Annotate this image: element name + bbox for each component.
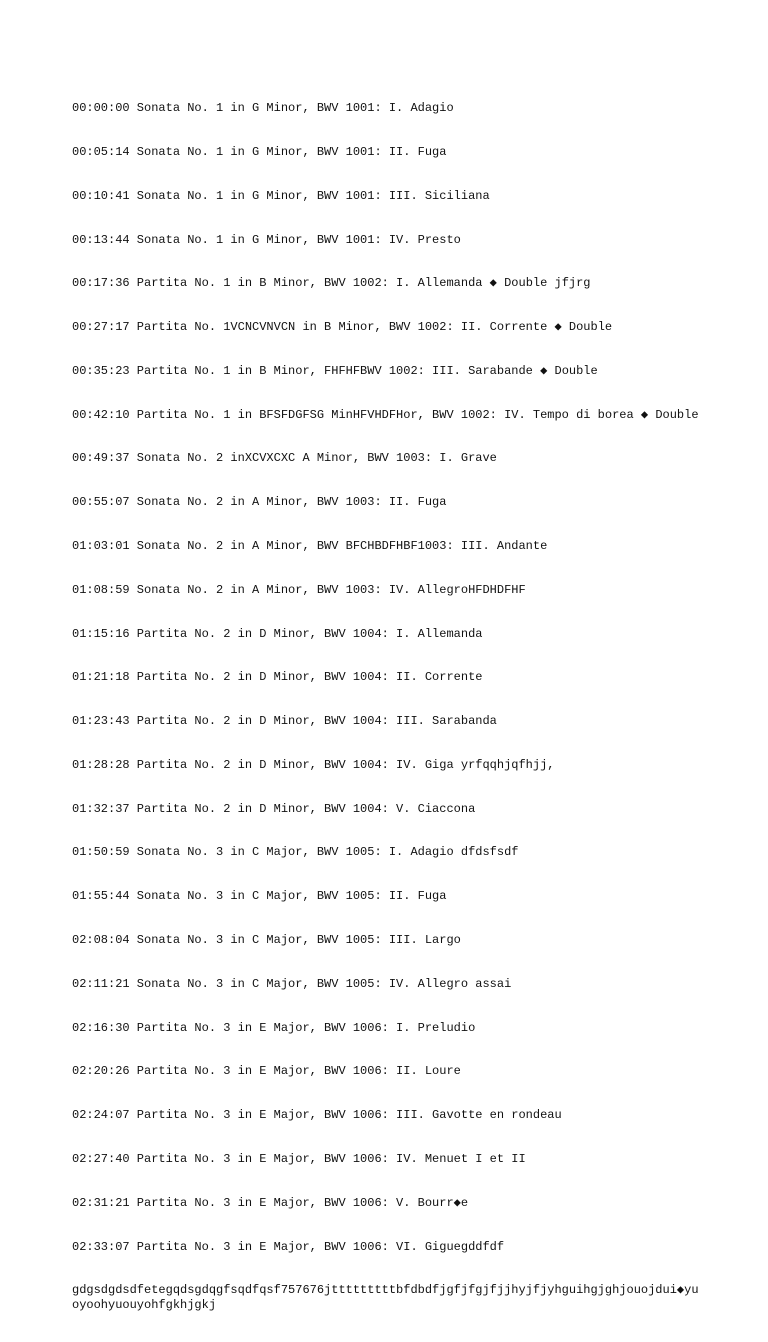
tracklist-line: 00:27:17 Partita No. 1VCNCVNVCN in B Minor, BWV 1002: II. Corrente ◆ Double (72, 320, 613, 335)
tracklist-line: 01:23:43 Partita No. 2 in D Minor, BWV 1004: III. Sarabanda (72, 714, 497, 729)
tracklist-line: 00:05:14 Sonata No. 1 in G Minor, BWV 1001: II. Fuga (72, 144, 447, 159)
trailing-text-line: gdgsdgdsdfetegqdsgdqgfsqdfqsf757676jtttttttttbfdbdfjgfjfgjfjjhyjfjyhguihgjghjouojdui◆yuoyoohyuouyohfgkhjgkj (72, 1283, 699, 1312)
tracklist-line: 00:42:10 Partita No. 1 in BFSFDGFSG MinHFVHDFHor, BWV 1002: IV. Tempo di borea ◆ Double (72, 407, 699, 422)
tracklist-line: 01:32:37 Partita No. 2 in D Minor, BWV 1004: V. Ciaccona (72, 801, 476, 816)
tracklist-line: 01:28:28 Partita No. 2 in D Minor, BWV 1004: IV. Giga yrfqqhjqfhjj, (72, 757, 555, 772)
tracklist-line: 02:24:07 Partita No. 3 in E Major, BWV 1006: III. Gavotte en rondeau (72, 1108, 562, 1123)
tracklist-line: 00:35:23 Partita No. 1 in B Minor, FHFHFBWV 1002: III. Sarabande ◆ Double (72, 363, 598, 378)
tracklist-line: 02:33:07 Partita No. 3 in E Major, BWV 1006: VI. Giguegddfdf (72, 1239, 505, 1254)
tracklist-line: 02:08:04 Sonata No. 3 in C Major, BWV 1005: III. Largo (72, 933, 461, 948)
tracklist-line: 00:17:36 Partita No. 1 in B Minor, BWV 1002: I. Allemanda ◆ Double jfjrg (72, 276, 591, 291)
tracklist-line: 01:08:59 Sonata No. 2 in A Minor, BWV 1003: IV. AllegroHFDHDFHF (72, 582, 526, 597)
tracklist-line: 00:55:07 Sonata No. 2 in A Minor, BWV 1003: II. Fuga (72, 495, 447, 510)
tracklist-line: 00:49:37 Sonata No. 2 inXCVXCXC A Minor, BWV 1003: I. Grave (72, 451, 497, 466)
tracklist-text (72, 72, 702, 1342)
tracklist-line: 01:03:01 Sonata No. 2 in A Minor, BWV BFCHBDFHBF1003: III. Andante (72, 539, 548, 553)
tracklist-line: 02:27:40 Partita No. 3 in E Major, BWV 1006: IV. Menuet I et II (72, 1151, 526, 1166)
tracklist-line: 02:11:21 Sonata No. 3 in C Major, BWV 1005: IV. Allegro assai (72, 976, 512, 991)
tracklist-line: 01:50:59 Sonata No. 3 in C Major, BWV 1005: I. Adagio dfdsfsdf (72, 845, 519, 860)
tracklist-line: 01:15:16 Partita No. 2 in D Minor, BWV 1004: I. Allemanda (72, 626, 483, 641)
tracklist-line: 02:31:21 Partita No. 3 in E Major, BWV 1006: V. Bourr◆e (72, 1195, 469, 1210)
tracklist-line: 00:00:00 Sonata No. 1 in G Minor, BWV 1001: I. Adagio (72, 101, 454, 116)
tracklist-line: 02:16:30 Partita No. 3 in E Major, BWV 1006: I. Preludio (72, 1020, 476, 1035)
tracklist-line: 01:55:44 Sonata No. 3 in C Major, BWV 1005: II. Fuga (72, 889, 447, 904)
tracklist-line: 02:20:26 Partita No. 3 in E Major, BWV 1006: II. Loure (72, 1064, 461, 1079)
tracklist-line: 00:10:41 Sonata No. 1 in G Minor, BWV 1001: III. Siciliana (72, 188, 490, 203)
tracklist-line: 00:13:44 Sonata No. 1 in G Minor, BWV 1001: IV. Presto (72, 232, 461, 247)
tracklist-line: 01:21:18 Partita No. 2 in D Minor, BWV 1004: II. Corrente (72, 670, 483, 685)
